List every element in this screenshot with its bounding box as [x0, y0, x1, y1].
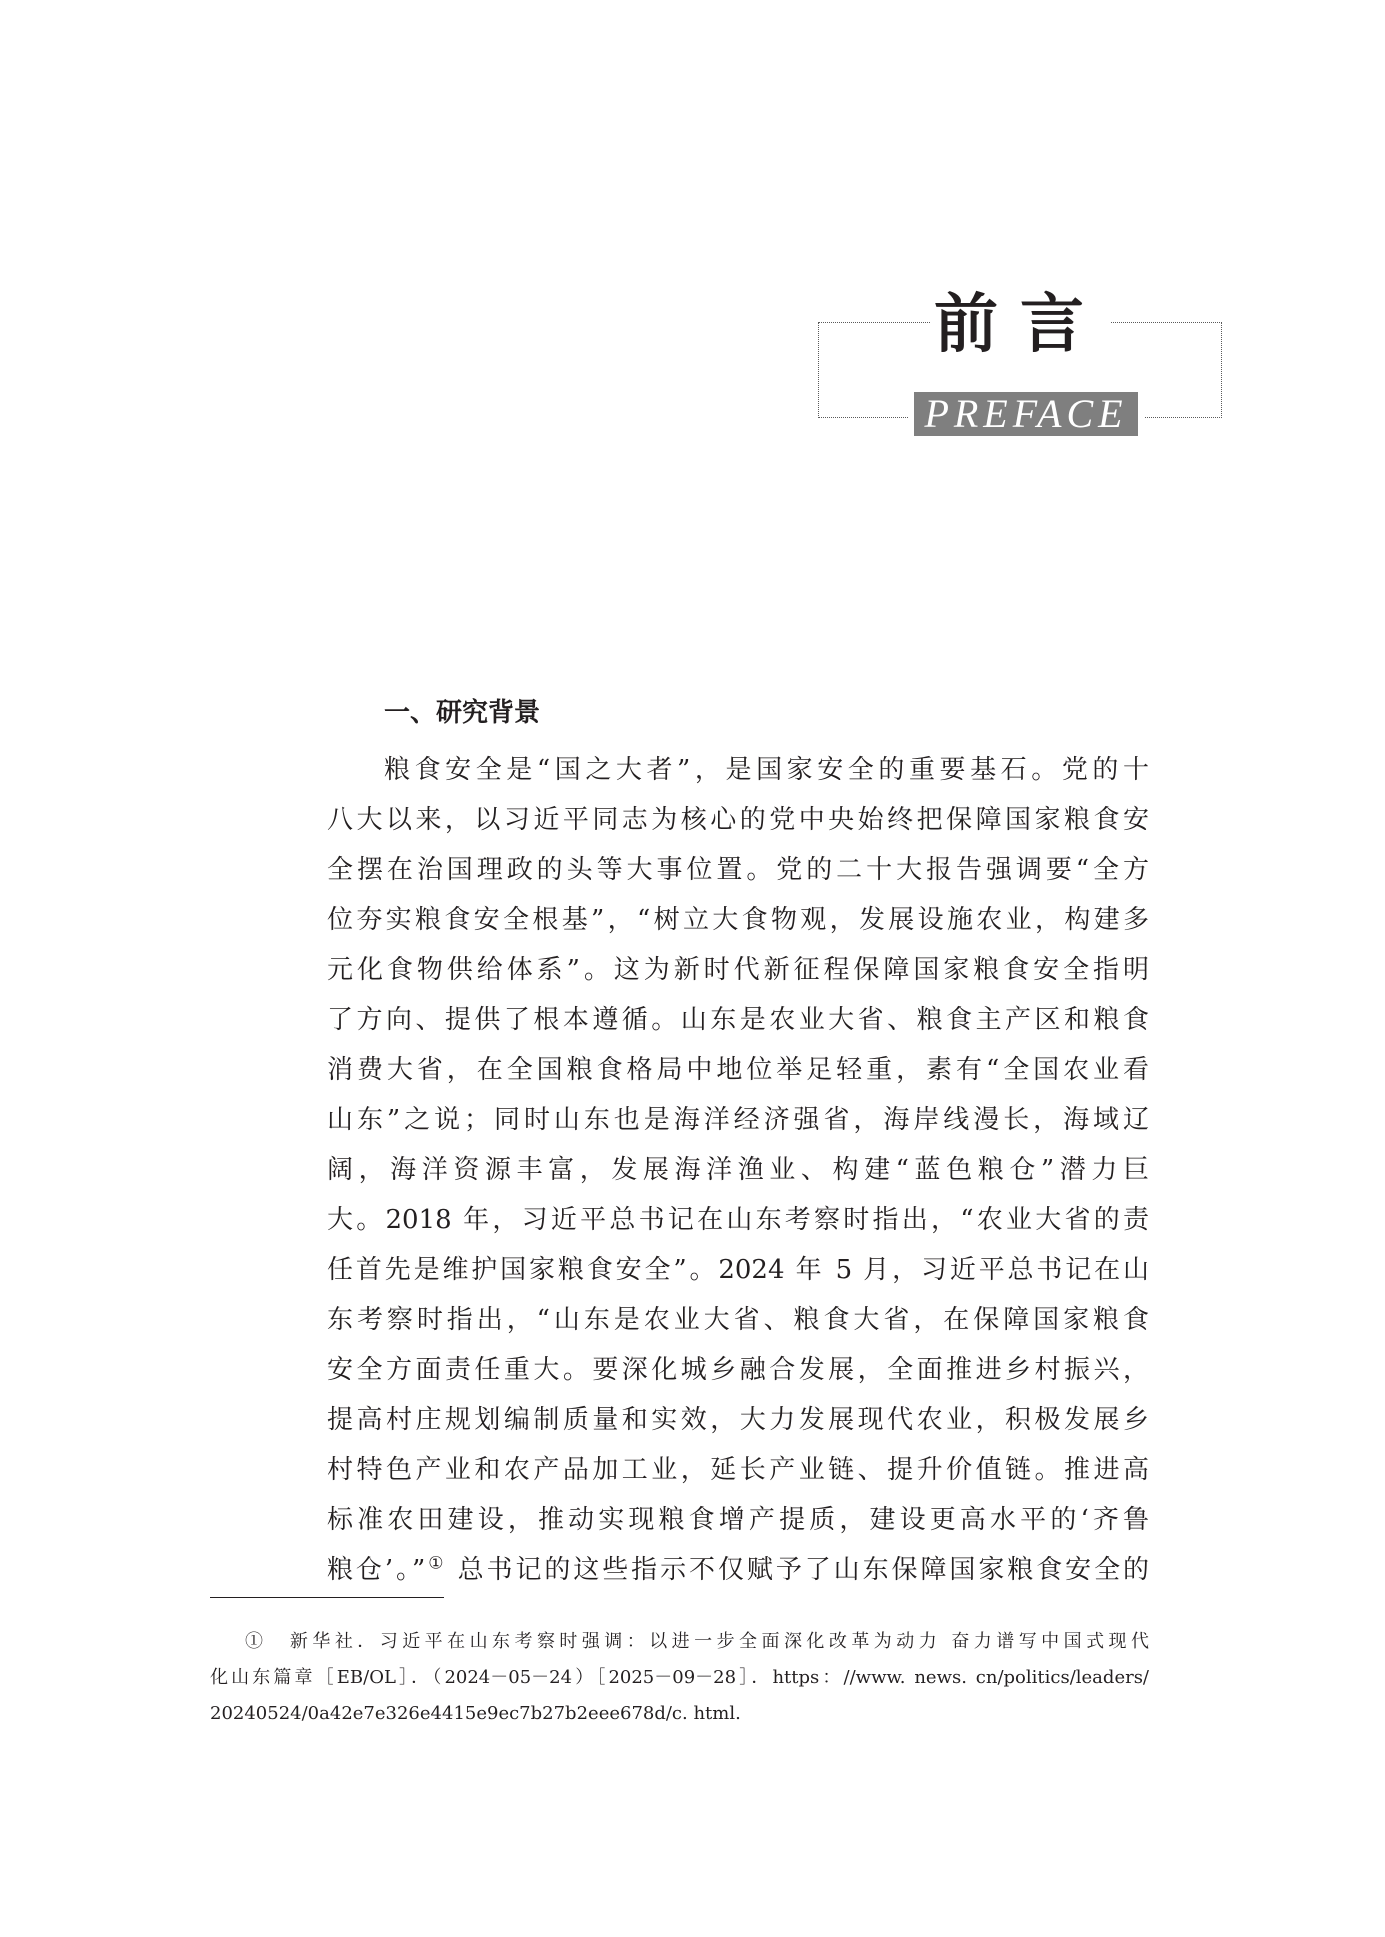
footnote-line: 20240524/0a42e7e326e4415e9ec7b27b2eee678d/c. html. [210, 1703, 741, 1724]
body-line: 八大以来，以习近平同志为核心的党中央始终把保障国家粮食安 [327, 805, 1149, 835]
footnote-line: 化山东篇章［EB/OL］．（2024－05－24）［2025－09－28］．https：//www. news. cn/politics/leaders/ [210, 1667, 1149, 1688]
body-line: 山东”之说；同时山东也是海洋经济强省，海岸线漫长，海域辽 [327, 1105, 1149, 1135]
body-text [327, 745, 1149, 1595]
footnote-ref[interactable]: ① [425, 1553, 447, 1574]
body-line: 安全方面责任重大。要深化城乡融合发展，全面推进乡村振兴， [327, 1355, 1149, 1385]
body-line: 阔，海洋资源丰富，发展海洋渔业、构建“蓝色粮仓”潜力巨 [327, 1155, 1149, 1185]
footnote [210, 1624, 1149, 1732]
footnote-line: ① 新华社．习近平在山东考察时强调：以进一步全面深化改革为动力 奋力谱写中国式现代 [245, 1631, 1149, 1652]
body-line: 位夯实粮食安全根基”，“树立大食物观，发展设施农业，构建多 [327, 905, 1149, 935]
body-line: 任首先是维护国家粮食安全”。2024 年 5 月，习近平总书记在山 [327, 1255, 1149, 1285]
body-line-last [327, 1545, 1149, 1595]
body-line: 全摆在治国理政的头等大事位置。党的二十大报告强调要“全方 [327, 855, 1149, 885]
body-line: 元化食物供给体系”。这为新时代新征程保障国家粮食安全指明 [327, 955, 1149, 985]
body-line: 了方向、提供了根本遵循。山东是农业大省、粮食主产区和粮食 [327, 1005, 1149, 1035]
body-line: 粮食安全是“国之大者”，是国家安全的重要基石。党的十 [384, 755, 1149, 785]
body-line: 标准农田建设，推动实现粮食增产提质，建设更高水平的‘齐鲁 [327, 1505, 1149, 1535]
page-title: 前言 [934, 288, 1106, 362]
body-line: 消费大省，在全国粮食格局中地位举足轻重，素有“全国农业看 [327, 1055, 1149, 1085]
body-line: 村特色产业和农产品加工业，延长产业链、提升价值链。推进高 [327, 1455, 1149, 1485]
body-line: 提高村庄规划编制质量和实效，大力发展现代农业，积极发展乡 [327, 1405, 1149, 1435]
section-heading: 一、研究背景 [384, 698, 541, 728]
preface-badge: PREFACE [908, 392, 1144, 436]
last-line-start: 粮仓’。” [327, 1555, 426, 1585]
footnote-divider [210, 1597, 444, 1598]
body-line: 大。2018 年，习近平总书记在山东考察时指出，“农业大省的责 [327, 1205, 1149, 1235]
body-line: 东考察时指出，“山东是农业大省、粮食大省，在保障国家粮食 [327, 1305, 1149, 1335]
last-line-end: 总书记的这些指示不仅赋予了山东保障国家粮食安全的 [446, 1555, 1149, 1585]
